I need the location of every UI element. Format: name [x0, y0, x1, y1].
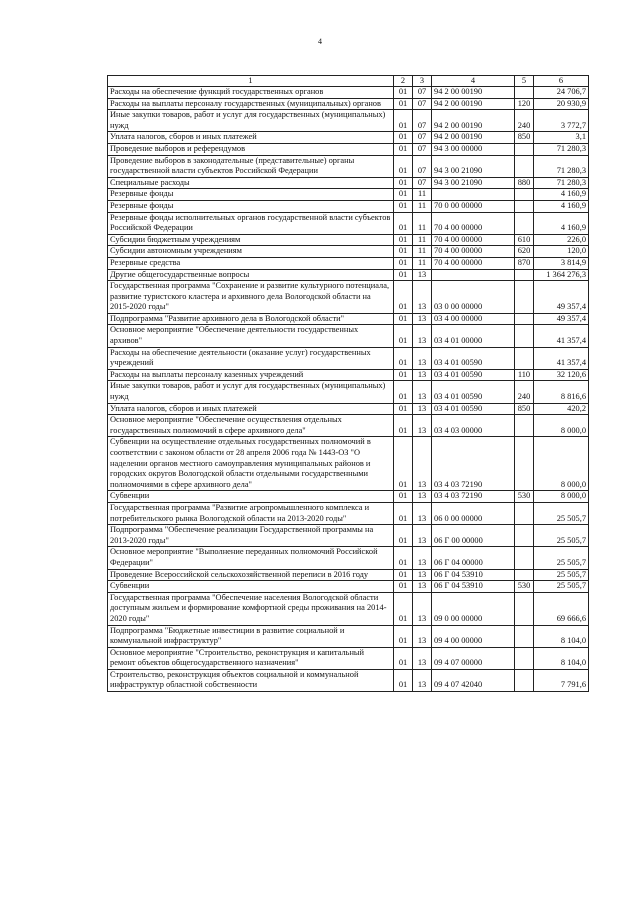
- cell-subsection: 07: [413, 177, 432, 189]
- cell-amount: 8 000,0: [534, 415, 589, 437]
- table-row: [108, 669, 589, 691]
- cell-name: Основное мероприятие "Выполнение переданных полномочий Российской Федерации": [108, 547, 394, 569]
- cell-expense-type: 530: [515, 581, 534, 593]
- cell-subsection: 13: [413, 592, 432, 625]
- cell-amount: 49 357,4: [534, 281, 589, 314]
- cell-section: 01: [394, 189, 413, 201]
- table-row: [108, 98, 589, 110]
- cell-subsection: 13: [413, 625, 432, 647]
- cell-name: Субвенции: [108, 491, 394, 503]
- cell-amount: 25 505,7: [534, 525, 589, 547]
- cell-amount: 8 104,0: [534, 647, 589, 669]
- cell-section: 01: [394, 110, 413, 132]
- cell-subsection: 13: [413, 437, 432, 491]
- cell-section: 01: [394, 381, 413, 403]
- cell-target-article: 03 4 03 72190: [432, 437, 515, 491]
- cell-name: Субвенции: [108, 581, 394, 593]
- cell-subsection: 13: [413, 381, 432, 403]
- cell-expense-type: [515, 212, 534, 234]
- cell-expense-type: [515, 313, 534, 325]
- cell-target-article: 03 4 00 00000: [432, 313, 515, 325]
- table-row: [108, 87, 589, 99]
- cell-target-article: 94 3 00 21090: [432, 155, 515, 177]
- cell-section: 01: [394, 525, 413, 547]
- cell-target-article: 09 0 00 00000: [432, 592, 515, 625]
- cell-expense-type: 120: [515, 98, 534, 110]
- cell-name: Расходы на выплаты персоналу казенных учреждений: [108, 369, 394, 381]
- cell-expense-type: [515, 569, 534, 581]
- cell-subsection: 07: [413, 87, 432, 99]
- cell-target-article: 94 2 00 00190: [432, 87, 515, 99]
- cell-target-article: [432, 189, 515, 201]
- cell-target-article: 03 4 01 00000: [432, 325, 515, 347]
- cell-amount: 1 364 276,3: [534, 269, 589, 281]
- budget-table-body: [108, 76, 589, 692]
- table-row: [108, 415, 589, 437]
- cell-subsection: 07: [413, 110, 432, 132]
- cell-section: 01: [394, 669, 413, 691]
- cell-section: 01: [394, 257, 413, 269]
- cell-amount: 71 280,3: [534, 143, 589, 155]
- table-row: [108, 369, 589, 381]
- cell-expense-type: [515, 437, 534, 491]
- header-row: [108, 76, 589, 87]
- cell-subsection: 13: [413, 525, 432, 547]
- cell-name: Подпрограмма "Бюджетные инвестиции в развитие социальной и коммунальной инфраструктур": [108, 625, 394, 647]
- cell-amount: 24 706,7: [534, 87, 589, 99]
- cell-expense-type: 850: [515, 132, 534, 144]
- cell-target-article: 70 4 00 00000: [432, 246, 515, 258]
- cell-subsection: 07: [413, 132, 432, 144]
- cell-name: Государственная программа "Обеспечение населения Вологодской области доступным жильем и формирование комфортной среды проживания на 2014-2020 годы": [108, 592, 394, 625]
- cell-target-article: 09 4 00 00000: [432, 625, 515, 647]
- cell-expense-type: [515, 347, 534, 369]
- table-row: [108, 381, 589, 403]
- cell-section: 01: [394, 502, 413, 524]
- cell-name: Государственная программа "Развитие агропромышленного комплекса и потребительского рынка Вологодской области на 2013-2020 годы": [108, 502, 394, 524]
- cell-section: 01: [394, 547, 413, 569]
- table-row: [108, 502, 589, 524]
- header-col-4: 4: [432, 76, 515, 87]
- cell-target-article: 94 2 00 00190: [432, 132, 515, 144]
- cell-expense-type: [515, 669, 534, 691]
- cell-amount: 4 160,9: [534, 200, 589, 212]
- cell-section: 01: [394, 625, 413, 647]
- table-row: [108, 581, 589, 593]
- cell-amount: 41 357,4: [534, 347, 589, 369]
- table-row: [108, 189, 589, 201]
- cell-expense-type: 610: [515, 234, 534, 246]
- cell-name: Проведение выборов в законодательные (представительные) органы государственной власти субъектов Российской Федерации: [108, 155, 394, 177]
- cell-subsection: 13: [413, 269, 432, 281]
- table-row: [108, 246, 589, 258]
- cell-amount: 25 505,7: [534, 502, 589, 524]
- cell-target-article: 94 3 00 21090: [432, 177, 515, 189]
- cell-target-article: [432, 269, 515, 281]
- table-row: [108, 177, 589, 189]
- cell-name: Расходы на обеспечение деятельности (оказание услуг) государственных учреждений: [108, 347, 394, 369]
- cell-subsection: 07: [413, 98, 432, 110]
- cell-expense-type: [515, 155, 534, 177]
- cell-name: Основное мероприятие "Обеспечение осуществления отдельных государственных полномочий в сфере архивного дела": [108, 415, 394, 437]
- cell-subsection: 11: [413, 200, 432, 212]
- cell-section: 01: [394, 212, 413, 234]
- table-row: [108, 403, 589, 415]
- header-col-2: 2: [394, 76, 413, 87]
- cell-name: Другие общегосударственные вопросы: [108, 269, 394, 281]
- cell-name: Расходы на обеспечение функций государственных органов: [108, 87, 394, 99]
- cell-amount: 25 505,7: [534, 581, 589, 593]
- cell-name: Уплата налогов, сборов и иных платежей: [108, 132, 394, 144]
- cell-amount: 226,0: [534, 234, 589, 246]
- cell-amount: 25 505,7: [534, 569, 589, 581]
- cell-target-article: 09 4 07 42040: [432, 669, 515, 691]
- cell-name: Специальные расходы: [108, 177, 394, 189]
- cell-subsection: 13: [413, 569, 432, 581]
- table-row: [108, 347, 589, 369]
- cell-section: 01: [394, 132, 413, 144]
- table-row: [108, 155, 589, 177]
- cell-expense-type: 240: [515, 110, 534, 132]
- cell-subsection: 13: [413, 581, 432, 593]
- cell-name: Резервные фонды исполнительных органов государственной власти субъектов Российской Федерации: [108, 212, 394, 234]
- cell-amount: 71 280,3: [534, 177, 589, 189]
- table-row: [108, 110, 589, 132]
- cell-target-article: 70 4 00 00000: [432, 257, 515, 269]
- cell-subsection: 13: [413, 647, 432, 669]
- cell-amount: 8 000,0: [534, 491, 589, 503]
- table-row: [108, 269, 589, 281]
- cell-target-article: 06 0 00 00000: [432, 502, 515, 524]
- header-col-5: 5: [515, 76, 534, 87]
- cell-amount: 25 505,7: [534, 547, 589, 569]
- cell-section: 01: [394, 415, 413, 437]
- cell-name: Государственная программа "Сохранение и развитие культурного потенциала, развитие туристского кластера и архивного дела Вологодской области на 2015-2020 годы": [108, 281, 394, 314]
- cell-name: Субсидии автономным учреждениям: [108, 246, 394, 258]
- cell-amount: 4 160,9: [534, 189, 589, 201]
- cell-subsection: 11: [413, 212, 432, 234]
- cell-section: 01: [394, 87, 413, 99]
- cell-target-article: 09 4 07 00000: [432, 647, 515, 669]
- cell-amount: 32 120,6: [534, 369, 589, 381]
- cell-target-article: 06 Г 04 00000: [432, 547, 515, 569]
- table-row: [108, 212, 589, 234]
- cell-amount: 8 816,6: [534, 381, 589, 403]
- cell-section: 01: [394, 200, 413, 212]
- cell-section: 01: [394, 246, 413, 258]
- cell-subsection: 13: [413, 347, 432, 369]
- cell-target-article: 03 4 01 00590: [432, 369, 515, 381]
- cell-name: Основное мероприятие "Строительство, реконструкция и капитальный ремонт объектов общегосударственного назначения": [108, 647, 394, 669]
- cell-section: 01: [394, 313, 413, 325]
- cell-amount: 71 280,3: [534, 155, 589, 177]
- cell-target-article: 70 0 00 00000: [432, 200, 515, 212]
- page-number: 4: [318, 37, 322, 46]
- cell-section: 01: [394, 143, 413, 155]
- table-row: [108, 625, 589, 647]
- cell-target-article: 06 Г 00 00000: [432, 525, 515, 547]
- cell-amount: 8 104,0: [534, 625, 589, 647]
- cell-section: 01: [394, 281, 413, 314]
- cell-section: 01: [394, 269, 413, 281]
- cell-name: Строительство, реконструкция объектов социальной и коммунальной инфраструктур областной собственности: [108, 669, 394, 691]
- cell-expense-type: [515, 502, 534, 524]
- table-row: [108, 132, 589, 144]
- table-row: [108, 200, 589, 212]
- cell-amount: 8 000,0: [534, 437, 589, 491]
- cell-target-article: 06 Г 04 53910: [432, 569, 515, 581]
- cell-amount: 120,0: [534, 246, 589, 258]
- cell-amount: 3 814,9: [534, 257, 589, 269]
- cell-subsection: 13: [413, 491, 432, 503]
- cell-expense-type: [515, 625, 534, 647]
- cell-name: Расходы на выплаты персоналу государственных (муниципальных) органов: [108, 98, 394, 110]
- table-row: [108, 143, 589, 155]
- cell-expense-type: 110: [515, 369, 534, 381]
- cell-amount: 3,1: [534, 132, 589, 144]
- cell-expense-type: 530: [515, 491, 534, 503]
- cell-expense-type: 880: [515, 177, 534, 189]
- table-row: [108, 437, 589, 491]
- cell-expense-type: [515, 592, 534, 625]
- cell-section: 01: [394, 592, 413, 625]
- cell-expense-type: 620: [515, 246, 534, 258]
- cell-name: Подпрограмма "Обеспечение реализации Государственной программы на 2013-2020 годы": [108, 525, 394, 547]
- table-row: [108, 547, 589, 569]
- cell-name: Иные закупки товаров, работ и услуг для государственных (муниципальных) нужд: [108, 381, 394, 403]
- cell-target-article: 03 4 01 00590: [432, 347, 515, 369]
- header-col-3: 3: [413, 76, 432, 87]
- header-col-6: 6: [534, 76, 589, 87]
- cell-section: 01: [394, 491, 413, 503]
- budget-table: [107, 75, 589, 692]
- cell-name: Резервные средства: [108, 257, 394, 269]
- cell-section: 01: [394, 403, 413, 415]
- cell-target-article: 70 4 00 00000: [432, 212, 515, 234]
- cell-target-article: 03 0 00 00000: [432, 281, 515, 314]
- table-row: [108, 592, 589, 625]
- cell-expense-type: [515, 200, 534, 212]
- cell-subsection: 13: [413, 547, 432, 569]
- header-col-1: 1: [108, 76, 394, 87]
- cell-subsection: 11: [413, 189, 432, 201]
- table-row: [108, 325, 589, 347]
- cell-section: 01: [394, 437, 413, 491]
- cell-amount: 69 666,6: [534, 592, 589, 625]
- cell-expense-type: [515, 525, 534, 547]
- cell-expense-type: 850: [515, 403, 534, 415]
- cell-expense-type: [515, 87, 534, 99]
- cell-name: Проведение выборов и референдумов: [108, 143, 394, 155]
- cell-subsection: 13: [413, 313, 432, 325]
- cell-amount: 49 357,4: [534, 313, 589, 325]
- cell-section: 01: [394, 155, 413, 177]
- cell-subsection: 13: [413, 502, 432, 524]
- cell-amount: 7 791,6: [534, 669, 589, 691]
- cell-amount: 3 772,7: [534, 110, 589, 132]
- table-row: [108, 647, 589, 669]
- table-row: [108, 234, 589, 246]
- cell-expense-type: [515, 547, 534, 569]
- cell-section: 01: [394, 325, 413, 347]
- cell-subsection: 11: [413, 246, 432, 258]
- cell-expense-type: 240: [515, 381, 534, 403]
- table-row: [108, 525, 589, 547]
- cell-name: Проведение Всероссийской сельскохозяйственной переписи в 2016 году: [108, 569, 394, 581]
- cell-subsection: 13: [413, 369, 432, 381]
- cell-target-article: 94 3 00 00000: [432, 143, 515, 155]
- cell-target-article: 03 4 03 72190: [432, 491, 515, 503]
- cell-subsection: 13: [413, 415, 432, 437]
- cell-subsection: 13: [413, 281, 432, 314]
- cell-target-article: 70 4 00 00000: [432, 234, 515, 246]
- cell-subsection: 11: [413, 257, 432, 269]
- cell-target-article: 94 2 00 00190: [432, 110, 515, 132]
- cell-amount: 4 160,9: [534, 212, 589, 234]
- cell-amount: 41 357,4: [534, 325, 589, 347]
- cell-subsection: 13: [413, 325, 432, 347]
- cell-section: 01: [394, 98, 413, 110]
- table-row: [108, 257, 589, 269]
- cell-target-article: 06 Г 04 53910: [432, 581, 515, 593]
- cell-name: Субсидии бюджетным учреждениям: [108, 234, 394, 246]
- cell-subsection: 13: [413, 669, 432, 691]
- table-row: [108, 569, 589, 581]
- table-row: [108, 281, 589, 314]
- cell-target-article: 94 2 00 00190: [432, 98, 515, 110]
- cell-section: 01: [394, 581, 413, 593]
- cell-name: Резервные фонды: [108, 200, 394, 212]
- cell-subsection: 07: [413, 155, 432, 177]
- cell-expense-type: [515, 143, 534, 155]
- cell-expense-type: [515, 281, 534, 314]
- table-row: [108, 313, 589, 325]
- cell-section: 01: [394, 569, 413, 581]
- cell-name: Основное мероприятие "Обеспечение деятельности государственных архивов": [108, 325, 394, 347]
- cell-target-article: 03 4 01 00590: [432, 403, 515, 415]
- cell-name: Уплата налогов, сборов и иных платежей: [108, 403, 394, 415]
- cell-expense-type: [515, 189, 534, 201]
- cell-name: Резервные фонды: [108, 189, 394, 201]
- cell-section: 01: [394, 177, 413, 189]
- cell-section: 01: [394, 647, 413, 669]
- table-row: [108, 491, 589, 503]
- cell-section: 01: [394, 369, 413, 381]
- cell-expense-type: 870: [515, 257, 534, 269]
- cell-section: 01: [394, 347, 413, 369]
- cell-target-article: 03 4 01 00590: [432, 381, 515, 403]
- cell-expense-type: [515, 647, 534, 669]
- cell-target-article: 03 4 03 00000: [432, 415, 515, 437]
- cell-expense-type: [515, 325, 534, 347]
- cell-amount: 20 930,9: [534, 98, 589, 110]
- cell-name: Подпрограмма "Развитие архивного дела в Вологодской области": [108, 313, 394, 325]
- cell-expense-type: [515, 415, 534, 437]
- cell-subsection: 11: [413, 234, 432, 246]
- cell-section: 01: [394, 234, 413, 246]
- cell-name: Иные закупки товаров, работ и услуг для государственных (муниципальных) нужд: [108, 110, 394, 132]
- cell-name: Субвенции на осуществление отдельных государственных полномочий в соответствии с законом области от 28 апреля 2006 года № 1443-ОЗ "О наделении органов местного самоуправления муниципальных районов и городских округов Вологодской области отдельными государственными полномочиями в сфере архивного дела": [108, 437, 394, 491]
- cell-subsection: 13: [413, 403, 432, 415]
- cell-subsection: 07: [413, 143, 432, 155]
- cell-expense-type: [515, 269, 534, 281]
- cell-amount: 420,2: [534, 403, 589, 415]
